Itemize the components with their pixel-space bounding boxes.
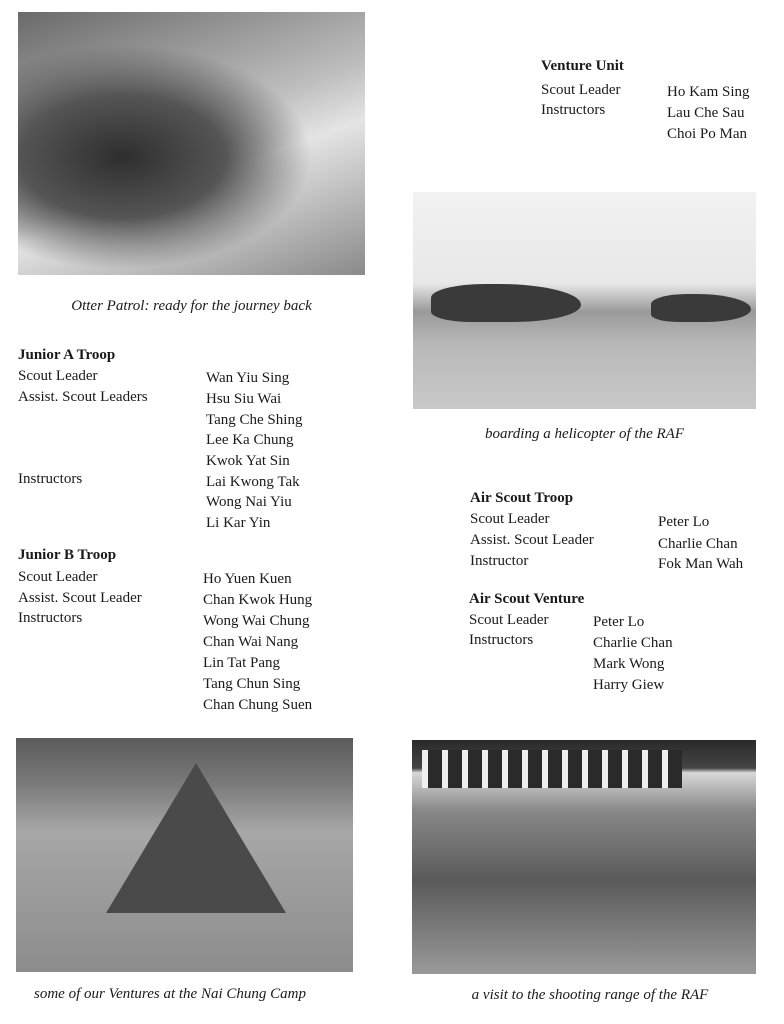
caption-otter-patrol: Otter Patrol: ready for the journey back	[71, 298, 312, 314]
photo-shooting-range	[412, 740, 756, 974]
member-name: Lau Che Sau	[667, 105, 745, 121]
role-label: Instructor	[470, 553, 529, 569]
member-name: Harry Giew	[593, 677, 665, 693]
photo-nai-chung-camp	[16, 738, 353, 972]
member-name: Wan Yiu Sing	[206, 370, 290, 386]
member-name: Lee Ka Chung	[206, 432, 294, 448]
junior-b-title: Junior B Troop	[18, 547, 117, 563]
helicopter-1	[431, 284, 581, 322]
fence	[422, 750, 682, 788]
member-name: Li Kar Yin	[206, 515, 271, 531]
member-name: Hsu Siu Wai	[206, 391, 282, 407]
member-name: Charlie Chan	[658, 536, 738, 552]
role-label: Scout Leader	[469, 612, 549, 628]
role-label: Assist. Scout Leader	[18, 590, 142, 606]
member-name: Wong Wai Chung	[203, 613, 310, 629]
role-label: Instructors	[541, 102, 606, 118]
role-label: Scout Leader	[18, 368, 98, 384]
role-label: Scout Leader	[18, 569, 98, 585]
member-name: Mark Wong	[593, 656, 665, 672]
member-name: Fok Man Wah	[658, 556, 744, 572]
helicopter-2	[651, 294, 751, 322]
role-label: Scout Leader	[470, 511, 550, 527]
caption-nai-chung-camp: some of our Ventures at the Nai Chung Camp	[34, 986, 306, 1002]
junior-a-title: Junior A Troop	[18, 347, 116, 363]
member-name: Chan Wai Nang	[203, 634, 299, 650]
caption-helicopter: boarding a helicopter of the RAF	[485, 426, 684, 442]
role-label: Assist. Scout Leader	[470, 532, 594, 548]
member-name: Lai Kwong Tak	[206, 474, 300, 490]
member-name: Lin Tat Pang	[203, 655, 280, 671]
air-scout-troop-title: Air Scout Troop	[470, 490, 574, 506]
member-name: Tang Che Shing	[206, 412, 303, 428]
member-name: Ho Yuen Kuen	[203, 571, 292, 587]
role-label: Assist. Scout Leaders	[18, 389, 148, 405]
role-label: Instructors	[469, 632, 534, 648]
tent	[106, 763, 286, 913]
venture-unit-title: Venture Unit	[541, 58, 624, 74]
caption-shooting-range: a visit to the shooting range of the RAF	[471, 987, 709, 1003]
member-name: Charlie Chan	[593, 635, 673, 651]
member-name: Tang Chun Sing	[203, 676, 301, 692]
member-name: Peter Lo	[658, 514, 710, 530]
member-name: Kwok Yat Sin	[206, 453, 290, 469]
role-label: Instructors	[18, 471, 83, 487]
role-label: Scout Leader	[541, 82, 621, 98]
photo-otter-patrol	[18, 12, 365, 275]
member-name: Ho Kam Sing	[667, 84, 750, 100]
member-name: Chan Chung Suen	[203, 697, 313, 713]
member-name: Choi Po Man	[667, 126, 748, 142]
member-name: Chan Kwok Hung	[203, 592, 313, 608]
member-name: Peter Lo	[593, 614, 645, 630]
photo-helicopter	[413, 192, 756, 409]
role-label: Instructors	[18, 610, 83, 626]
member-name: Wong Nai Yiu	[206, 494, 292, 510]
air-scout-venture-title: Air Scout Venture	[469, 591, 585, 607]
